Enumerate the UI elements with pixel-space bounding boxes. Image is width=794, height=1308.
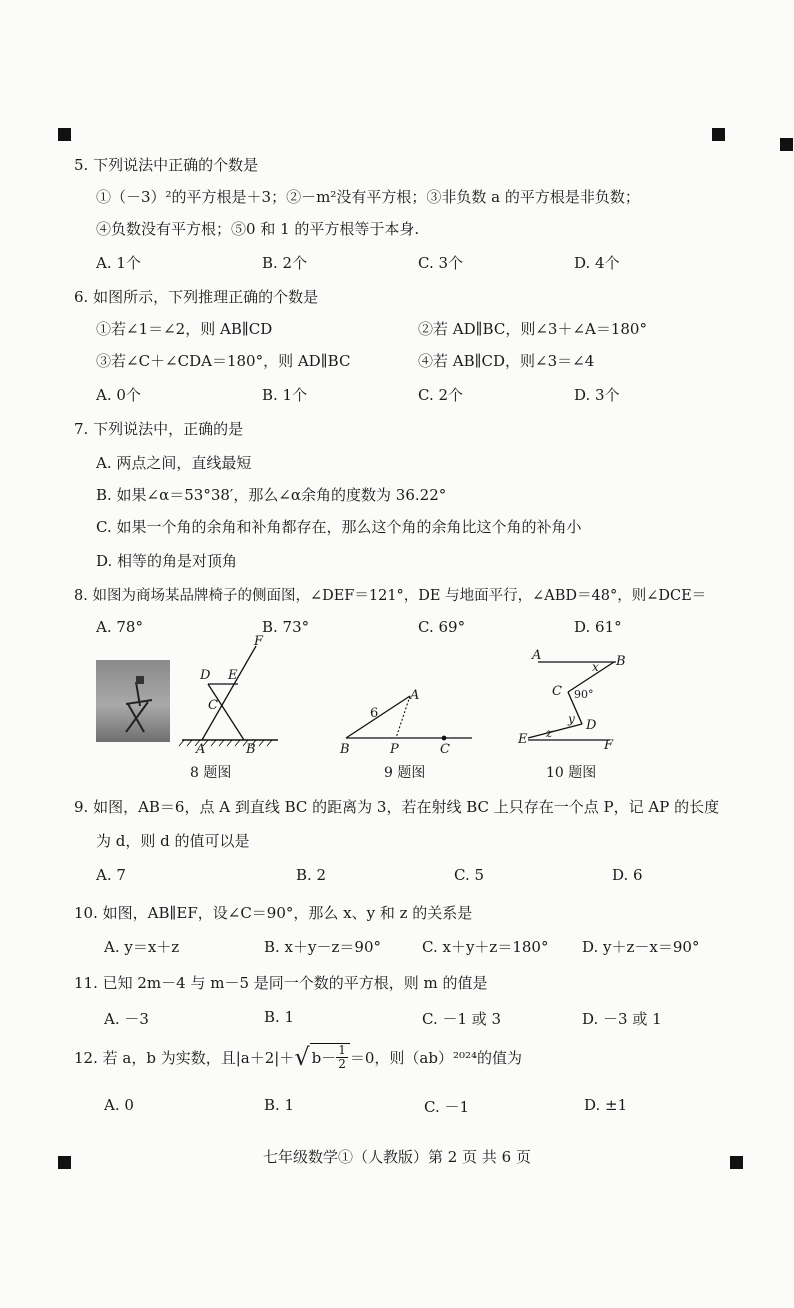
q12-option-d: D. ±1 — [584, 1096, 628, 1114]
fig10-label-y: y — [568, 712, 575, 726]
fig8-label-f: F — [254, 634, 264, 649]
q8-option-b: B. 73° — [262, 618, 310, 636]
q6-stem: 6. 如图所示，下列推理正确的个数是 — [74, 288, 319, 306]
fig10-label-e: E — [518, 732, 528, 747]
q8-option-a: A. 78° — [96, 618, 143, 636]
registration-mark-top-right — [712, 128, 725, 141]
q12-stem — [74, 1040, 522, 1074]
q6-option-c: C. 2个 — [418, 386, 464, 404]
fig8-label-c: C — [208, 698, 218, 713]
q12-option-a: A. 0 — [104, 1096, 134, 1114]
q12-stem-post: ＝0，则（ab）²⁰²⁴的值为 — [349, 1048, 523, 1067]
fig9-label-6: 6 — [370, 706, 379, 721]
figure-8-diagram — [178, 634, 282, 754]
fig10-label-x: x — [592, 660, 599, 674]
fig10-caption: 10 题图 — [546, 765, 597, 781]
fig9-label-b: B — [340, 742, 350, 757]
fig9-label-p: P — [390, 742, 399, 757]
q12-fraction — [336, 1044, 348, 1071]
q5-option-a: A. 1个 — [96, 254, 141, 272]
q10-option-c: C. x＋y＋z＝180° — [422, 938, 549, 956]
fig9-label-a: A — [410, 688, 420, 703]
q9-option-a: A. 7 — [96, 866, 126, 884]
fig8-label-b: B — [246, 742, 256, 757]
fig10-label-b: B — [616, 654, 626, 669]
q10-option-a: A. y＝x＋z — [104, 938, 180, 956]
q5-line2: ④负数没有平方根；⑤0 和 1 的平方根等于本身. — [96, 220, 420, 238]
q8-option-d: D. 61° — [574, 618, 622, 636]
fig10-label-f: F — [604, 738, 614, 753]
sqrt-symbol-icon: √ — [294, 1043, 310, 1071]
q6-option-a: A. 0个 — [96, 386, 141, 404]
q5-option-b: B. 2个 — [262, 254, 308, 272]
q6-statement-1: ①若∠1＝∠2，则 AB∥CD — [96, 320, 273, 338]
q7-option-b: B. 如果∠α＝53°38′，那么∠α余角的度数为 36.22° — [96, 486, 447, 504]
q7-option-c: C. 如果一个角的余角和补角都存在，那么这个角的余角比这个角的补角小 — [96, 518, 582, 536]
q10-option-b: B. x＋y－z＝90° — [264, 938, 381, 956]
fig8-label-a: A — [196, 742, 206, 757]
fig10-label-d: D — [586, 718, 597, 733]
registration-mark-top-far-right — [780, 138, 793, 151]
q12-stem-pre: 12. 若 a，b 为实数，且|a＋2|＋ — [74, 1048, 295, 1067]
registration-mark-top-left — [58, 128, 71, 141]
q5-option-d: D. 4个 — [574, 254, 620, 272]
q6-statement-2: ②若 AD∥BC，则∠3＋∠A＝180° — [418, 320, 647, 338]
q12-option-c: C. －1 — [424, 1098, 470, 1116]
fig8-label-d: D — [200, 668, 211, 683]
fig9-label-c: C — [440, 742, 450, 757]
q12-fraction-numerator: 1 — [338, 1043, 346, 1057]
figure-9-diagram — [336, 686, 476, 746]
fig10-label-z: z — [546, 726, 553, 740]
q11-option-a: A. －3 — [104, 1010, 149, 1028]
q12-radicand-text: b－ — [311, 1049, 337, 1067]
q6-option-b: B. 1个 — [262, 386, 308, 404]
q7-option-d: D. 相等的角是对顶角 — [96, 552, 238, 570]
figure-10-diagram — [520, 650, 620, 748]
q11-stem: 11. 已知 2m－4 与 m－5 是同一个数的平方根，则 m 的值是 — [74, 974, 488, 992]
q10-option-d: D. y＋z－x＝90° — [582, 938, 700, 956]
page-footer: 七年级数学①（人教版）第 2 页 共 6 页 — [263, 1148, 531, 1166]
q6-statement-4: ④若 AB∥CD，则∠3＝∠4 — [418, 352, 595, 370]
q5-option-c: C. 3个 — [418, 254, 464, 272]
q8-option-c: C. 69° — [418, 618, 466, 636]
q9-line1: 9. 如图，AB＝6，点 A 到直线 BC 的距离为 3，若在射线 BC 上只存在一个点 P，记 AP 的长度 — [74, 798, 720, 816]
q9-option-b: B. 2 — [296, 866, 327, 884]
q7-stem: 7. 下列说法中，正确的是 — [74, 420, 244, 438]
q5-stem: 5. 下列说法中正确的个数是 — [74, 156, 259, 174]
fig10-label-c: C — [552, 684, 562, 699]
chair-photo-sketch — [96, 660, 170, 742]
q12-radicand — [310, 1043, 350, 1071]
q11-option-d: D. －3 或 1 — [582, 1010, 662, 1028]
q9-line2: 为 d，则 d 的值可以是 — [96, 832, 250, 850]
fig8-caption: 8 题图 — [190, 765, 232, 781]
q9-option-d: D. 6 — [612, 866, 643, 884]
q7-option-a: A. 两点之间，直线最短 — [96, 454, 252, 472]
q11-option-c: C. －1 或 3 — [422, 1010, 502, 1028]
q12-radical — [294, 1043, 350, 1071]
q12-option-b: B. 1 — [264, 1096, 295, 1114]
q11-option-b: B. 1 — [264, 1008, 295, 1026]
fig10-label-a: A — [532, 648, 542, 663]
q6-statement-3: ③若∠C＋∠CDA＝180°，则 AD∥BC — [96, 352, 351, 370]
q12-fraction-denominator: 2 — [338, 1057, 346, 1071]
fig8-label-e: E — [228, 668, 238, 683]
q5-line1: ①（－3）²的平方根是＋3；②－m²没有平方根；③非负数 a 的平方根是非负数； — [96, 188, 640, 206]
q10-stem: 10. 如图，AB∥EF，设∠C＝90°，那么 x、y 和 z 的关系是 — [74, 904, 473, 922]
fig10-label-90: 90° — [574, 688, 594, 701]
q6-option-d: D. 3个 — [574, 386, 620, 404]
q9-option-c: C. 5 — [454, 866, 485, 884]
fig9-caption: 9 题图 — [384, 765, 426, 781]
q8-stem: 8. 如图为商场某品牌椅子的侧面图，∠DEF＝121°，DE 与地面平行，∠ABD＝48°，则∠DCE＝ — [74, 588, 707, 604]
